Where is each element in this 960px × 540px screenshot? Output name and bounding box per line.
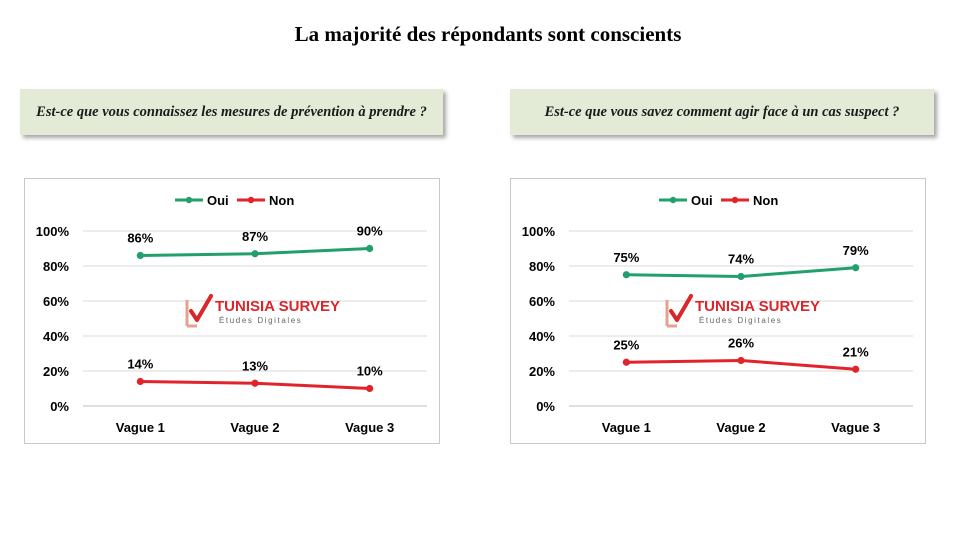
left-y-tick-label: 40%	[42, 329, 69, 344]
right-point-non	[623, 359, 630, 366]
left-y-tick-label: 80%	[42, 259, 69, 274]
left-data-label-oui: 86%	[127, 230, 154, 246]
left-data-label-oui: 90%	[356, 223, 383, 239]
right-point-oui	[623, 271, 630, 278]
left-point-non	[251, 380, 258, 387]
right-y-tick-label: 40%	[528, 329, 555, 344]
left-x-tick-label: Vague 1	[115, 420, 165, 435]
chart-right	[510, 178, 926, 444]
question-left: Est-ce que vous connaissez les mesures de prévention à prendre ?	[20, 89, 443, 135]
left-legend-label-oui: Oui	[207, 193, 229, 208]
right-x-tick-label: Vague 2	[716, 420, 766, 435]
right-y-tick-label: 0%	[536, 399, 555, 414]
right-y-tick-label: 100%	[521, 224, 555, 239]
right-y-tick-label: 80%	[528, 259, 555, 274]
left-point-oui	[251, 250, 258, 257]
left-point-oui	[366, 245, 373, 252]
right-data-label-non: 25%	[613, 337, 640, 353]
left-y-tick-label: 20%	[42, 364, 69, 379]
left-legend-marker-non	[248, 197, 254, 203]
right-data-label-oui: 75%	[613, 249, 640, 265]
left-legend-label-non: Non	[269, 193, 295, 208]
left-legend-marker-oui	[186, 197, 192, 203]
chart-left-svg	[25, 179, 441, 445]
left-point-non	[137, 378, 144, 385]
left-data-label-oui: 87%	[241, 228, 269, 244]
chart-left	[24, 178, 440, 444]
left-data-label-non: 14%	[127, 356, 154, 372]
right-y-tick-label: 60%	[528, 294, 555, 309]
right-logo-name: TUNISIA SURVEY	[695, 298, 821, 315]
right-point-non	[852, 366, 859, 373]
left-x-tick-label: Vague 3	[345, 420, 395, 435]
right-data-label-oui: 79%	[842, 242, 869, 258]
right-legend-label-oui: Oui	[691, 193, 713, 208]
right-data-label-oui: 74%	[727, 251, 755, 267]
left-x-tick-label: Vague 2	[230, 420, 280, 435]
left-point-oui	[137, 252, 144, 259]
right-x-tick-label: Vague 3	[831, 420, 881, 435]
left-y-tick-label: 0%	[50, 399, 69, 414]
right-legend-marker-oui	[670, 197, 676, 203]
right-data-label-non: 21%	[842, 344, 869, 360]
right-point-oui	[852, 264, 859, 271]
slide-title: La majorité des répondants sont conscients	[294, 22, 682, 46]
right-point-non	[737, 357, 744, 364]
right-y-tick-label: 20%	[528, 364, 555, 379]
left-data-label-non: 13%	[241, 358, 269, 374]
left-y-tick-label: 100%	[35, 224, 69, 239]
left-point-non	[366, 385, 373, 392]
left-data-label-non: 10%	[356, 363, 383, 379]
left-logo-check-icon	[191, 296, 211, 320]
right-legend-label-non: Non	[753, 193, 779, 208]
right-data-label-non: 26%	[727, 335, 755, 351]
left-logo-name: TUNISIA SURVEY	[215, 298, 341, 315]
right-logo-tagline: Études Digitales	[699, 316, 783, 325]
left-y-tick-label: 60%	[42, 294, 69, 309]
right-logo-check-icon	[671, 296, 691, 320]
left-logo-tagline: Études Digitales	[219, 316, 303, 325]
chart-right-svg	[511, 179, 927, 445]
right-x-tick-label: Vague 1	[601, 420, 651, 435]
right-point-oui	[737, 273, 744, 280]
question-right: Est-ce que vous savez comment agir face à un cas suspect ?	[510, 89, 934, 135]
right-legend-marker-non	[732, 197, 738, 203]
